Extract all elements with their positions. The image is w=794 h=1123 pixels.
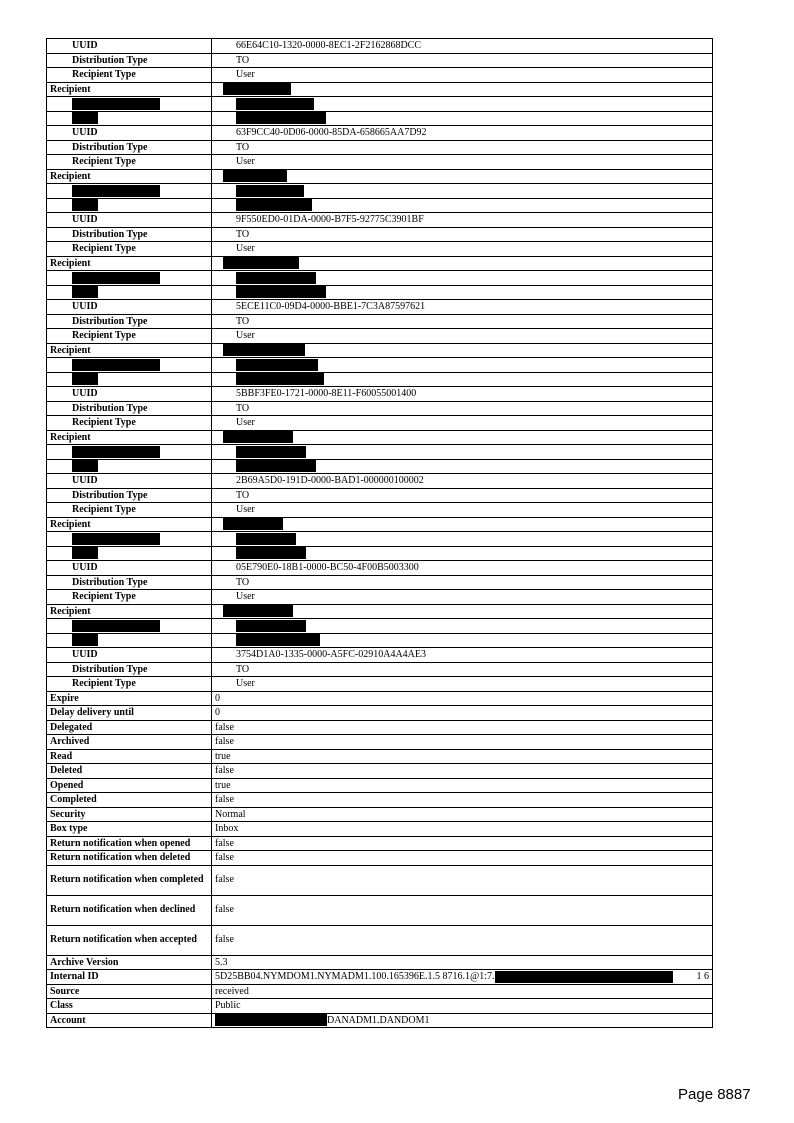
- distribution-type-value: TO: [212, 140, 713, 155]
- redaction-bar: [223, 431, 293, 443]
- recipient-type-row: [47, 416, 713, 431]
- recipient-type-label: Recipient Type: [47, 329, 212, 344]
- uuid-value: 63F9CC40-0D06-0000-85DA-658665AA7D92: [212, 126, 713, 141]
- redaction-bar: [236, 185, 304, 197]
- recipient-detail-value-redacted: [212, 285, 713, 300]
- uuid-row: [47, 39, 713, 54]
- archived-value: false: [212, 735, 713, 750]
- uuid-label: UUID: [47, 474, 212, 489]
- delegated-value: false: [212, 720, 713, 735]
- redaction-bar: [72, 286, 98, 298]
- recipient-header-row: [47, 82, 713, 97]
- distribution-type-value: TO: [212, 488, 713, 503]
- uuid-value: 5BBF3FE0-1721-0000-8E11-F60055001400: [212, 387, 713, 402]
- recipient-label: Recipient: [47, 82, 212, 97]
- redaction-bar: [236, 112, 326, 124]
- redaction-bar: [236, 373, 324, 385]
- source-label: Source: [47, 984, 212, 999]
- recipient-detail-row: [47, 459, 713, 474]
- opened-row: [47, 778, 713, 793]
- redaction-bar: [236, 547, 306, 559]
- recipient-detail-label-redacted: [47, 546, 212, 561]
- recipient-type-row: [47, 68, 713, 83]
- recipient-type-value: User: [212, 677, 713, 692]
- security-value: Normal: [212, 807, 713, 822]
- recipient-detail-label-redacted: [47, 532, 212, 547]
- redaction-bar: [72, 373, 98, 385]
- redaction-bar: [223, 605, 293, 617]
- security-row: [47, 807, 713, 822]
- recipient-type-label: Recipient Type: [47, 503, 212, 518]
- recipient-detail-label-redacted: [47, 358, 212, 373]
- distribution-type-label: Distribution Type: [47, 662, 212, 677]
- redaction-bar: [236, 460, 316, 472]
- box-type-row: [47, 822, 713, 837]
- uuid-label: UUID: [47, 39, 212, 54]
- recipient-header-row: [47, 169, 713, 184]
- class-value: Public: [212, 999, 713, 1014]
- recipient-label: Recipient: [47, 343, 212, 358]
- recipient-detail-row: [47, 358, 713, 373]
- return-notification-when-declined-value: false: [212, 895, 713, 925]
- recipient-detail-row: [47, 372, 713, 387]
- recipient-detail-value-redacted: [212, 372, 713, 387]
- uuid-value: 05E790E0-18B1-0000-BC50-4F00B5003300: [212, 561, 713, 576]
- return-notification-when-opened-value: false: [212, 836, 713, 851]
- recipient-detail-label-redacted: [47, 633, 212, 648]
- uuid-label: UUID: [47, 213, 212, 228]
- uuid-row: [47, 648, 713, 663]
- source-value: received: [212, 984, 713, 999]
- recipient-type-row: [47, 242, 713, 257]
- deleted-label: Deleted: [47, 764, 212, 779]
- recipient-header-row: [47, 430, 713, 445]
- recipient-detail-label-redacted: [47, 111, 212, 126]
- redaction-bar: [236, 620, 306, 632]
- return-notification-when-opened-label: Return notification when opened: [47, 836, 212, 851]
- redaction-bar: [215, 1014, 327, 1026]
- recipient-detail-value-redacted: [212, 532, 713, 547]
- expire-row: [47, 691, 713, 706]
- recipient-detail-row: [47, 111, 713, 126]
- distribution-type-row: [47, 488, 713, 503]
- distribution-type-row: [47, 314, 713, 329]
- distribution-type-label: Distribution Type: [47, 140, 212, 155]
- recipient-type-row: [47, 155, 713, 170]
- recipient-type-label: Recipient Type: [47, 155, 212, 170]
- uuid-row: [47, 561, 713, 576]
- redaction-bar: [72, 359, 160, 371]
- uuid-label: UUID: [47, 648, 212, 663]
- redaction-bar: [72, 533, 160, 545]
- completed-row: [47, 793, 713, 808]
- distribution-type-value: TO: [212, 314, 713, 329]
- uuid-value: 3754D1A0-1335-0000-A5FC-02910A4A4AE3: [212, 648, 713, 663]
- recipient-redacted-name: [212, 82, 713, 97]
- recipient-detail-row: [47, 184, 713, 199]
- recipient-detail-row: [47, 285, 713, 300]
- box-type-value: Inbox: [212, 822, 713, 837]
- uuid-value: 2B69A5D0-191D-0000-BAD1-000000100002: [212, 474, 713, 489]
- distribution-type-row: [47, 140, 713, 155]
- redaction-bar: [72, 272, 160, 284]
- read-label: Read: [47, 749, 212, 764]
- source-row: [47, 984, 713, 999]
- read-row: [47, 749, 713, 764]
- message-properties-table: [46, 38, 713, 1028]
- recipient-type-row: [47, 329, 713, 344]
- expire-value: 0: [212, 691, 713, 706]
- uuid-value: 9F550ED0-01DA-0000-B7F5-92775C3901BF: [212, 213, 713, 228]
- opened-label: Opened: [47, 778, 212, 793]
- distribution-type-label: Distribution Type: [47, 53, 212, 68]
- internal-id-text: 5D25BB04.NYMDOM1.NYMADM1.100.165396E.1.5 8716.1@1:7.: [215, 971, 495, 982]
- recipient-detail-value-redacted: [212, 633, 713, 648]
- recipient-detail-label-redacted: [47, 459, 212, 474]
- uuid-row: [47, 126, 713, 141]
- redaction-bar: [236, 634, 320, 646]
- recipient-type-value: User: [212, 329, 713, 344]
- archive-version-value: 5.3: [212, 955, 713, 970]
- distribution-type-value: TO: [212, 662, 713, 677]
- recipient-type-label: Recipient Type: [47, 68, 212, 83]
- distribution-type-row: [47, 401, 713, 416]
- distribution-type-value: TO: [212, 53, 713, 68]
- distribution-type-value: TO: [212, 227, 713, 242]
- delay-delivery-until-row: [47, 706, 713, 721]
- recipient-type-value: User: [212, 590, 713, 605]
- recipient-detail-value-redacted: [212, 198, 713, 213]
- redaction-bar: [72, 620, 160, 632]
- recipient-type-row: [47, 590, 713, 605]
- redaction-bar: [223, 83, 291, 95]
- redaction-bar: [236, 286, 326, 298]
- uuid-row: [47, 300, 713, 315]
- internal-id-value: [212, 970, 713, 985]
- account-text: DANADM1.DANDOM1: [327, 1014, 430, 1026]
- archive-version-label: Archive Version: [47, 955, 212, 970]
- recipient-detail-value-redacted: [212, 111, 713, 126]
- recipient-detail-row: [47, 97, 713, 112]
- return-notification-when-completed-row: [47, 865, 713, 895]
- account-label: Account: [47, 1013, 212, 1028]
- distribution-type-row: [47, 227, 713, 242]
- redaction-bar: [72, 547, 98, 559]
- recipient-detail-row: [47, 198, 713, 213]
- distribution-type-label: Distribution Type: [47, 575, 212, 590]
- redaction-bar: [72, 460, 98, 472]
- recipient-detail-value-redacted: [212, 97, 713, 112]
- recipient-type-label: Recipient Type: [47, 590, 212, 605]
- recipient-detail-row: [47, 619, 713, 634]
- recipient-detail-value-redacted: [212, 445, 713, 460]
- security-label: Security: [47, 807, 212, 822]
- return-notification-when-completed-value: false: [212, 865, 713, 895]
- distribution-type-label: Distribution Type: [47, 314, 212, 329]
- recipient-detail-row: [47, 532, 713, 547]
- uuid-label: UUID: [47, 561, 212, 576]
- return-notification-when-opened-row: [47, 836, 713, 851]
- return-notification-when-accepted-row: [47, 925, 713, 955]
- recipient-header-row: [47, 517, 713, 532]
- delegated-row: [47, 720, 713, 735]
- class-label: Class: [47, 999, 212, 1014]
- recipient-redacted-name: [212, 343, 713, 358]
- return-notification-when-accepted-label: Return notification when accepted: [47, 925, 212, 955]
- completed-label: Completed: [47, 793, 212, 808]
- recipient-detail-value-redacted: [212, 184, 713, 199]
- deleted-value: false: [212, 764, 713, 779]
- return-notification-when-declined-label: Return notification when declined: [47, 895, 212, 925]
- completed-value: false: [212, 793, 713, 808]
- internal-id-label: Internal ID: [47, 970, 212, 985]
- distribution-type-row: [47, 53, 713, 68]
- recipient-header-row: [47, 256, 713, 271]
- recipient-header-row: [47, 343, 713, 358]
- recipient-type-value: User: [212, 68, 713, 83]
- redaction-bar: [236, 98, 314, 110]
- redaction-bar: [236, 272, 316, 284]
- recipient-detail-value-redacted: [212, 459, 713, 474]
- redaction-bar: [223, 518, 283, 530]
- box-type-label: Box type: [47, 822, 212, 837]
- recipient-detail-label-redacted: [47, 271, 212, 286]
- recipient-type-value: User: [212, 155, 713, 170]
- uuid-row: [47, 474, 713, 489]
- recipient-type-value: User: [212, 242, 713, 257]
- uuid-row: [47, 387, 713, 402]
- distribution-type-row: [47, 662, 713, 677]
- recipient-detail-row: [47, 546, 713, 561]
- opened-value: true: [212, 778, 713, 793]
- expire-label: Expire: [47, 691, 212, 706]
- redaction-bar: [223, 344, 305, 356]
- account-value: [212, 1013, 713, 1028]
- return-notification-when-accepted-value: false: [212, 925, 713, 955]
- redaction-bar: [236, 533, 296, 545]
- distribution-type-label: Distribution Type: [47, 227, 212, 242]
- recipient-type-row: [47, 677, 713, 692]
- redaction-bar: [223, 257, 299, 269]
- archived-row: [47, 735, 713, 750]
- class-row: [47, 999, 713, 1014]
- archive-version-row: [47, 955, 713, 970]
- recipient-detail-label-redacted: [47, 97, 212, 112]
- recipient-detail-value-redacted: [212, 546, 713, 561]
- recipient-detail-label-redacted: [47, 184, 212, 199]
- redaction-bar: [72, 634, 98, 646]
- recipient-redacted-name: [212, 169, 713, 184]
- recipient-label: Recipient: [47, 430, 212, 445]
- uuid-label: UUID: [47, 387, 212, 402]
- redaction-bar: [236, 359, 318, 371]
- recipient-label: Recipient: [47, 604, 212, 619]
- distribution-type-label: Distribution Type: [47, 488, 212, 503]
- redaction-bar: [72, 112, 98, 124]
- uuid-value: 5ECE11C0-09D4-0000-BBE1-7C3A87597621: [212, 300, 713, 315]
- return-notification-when-declined-row: [47, 895, 713, 925]
- deleted-row: [47, 764, 713, 779]
- recipient-label: Recipient: [47, 169, 212, 184]
- read-value: true: [212, 749, 713, 764]
- recipient-detail-label-redacted: [47, 372, 212, 387]
- uuid-row: [47, 213, 713, 228]
- recipient-type-label: Recipient Type: [47, 416, 212, 431]
- redaction-bar: [72, 199, 98, 211]
- recipient-detail-value-redacted: [212, 619, 713, 634]
- recipient-detail-row: [47, 271, 713, 286]
- distribution-type-row: [47, 575, 713, 590]
- uuid-label: UUID: [47, 126, 212, 141]
- redaction-bar: [72, 446, 160, 458]
- recipient-detail-label-redacted: [47, 198, 212, 213]
- archived-label: Archived: [47, 735, 212, 750]
- recipient-redacted-name: [212, 517, 713, 532]
- distribution-type-value: TO: [212, 401, 713, 416]
- delegated-label: Delegated: [47, 720, 212, 735]
- recipient-header-row: [47, 604, 713, 619]
- return-notification-when-completed-label: Return notification when completed: [47, 865, 212, 895]
- redaction-bar: [236, 446, 306, 458]
- return-notification-when-deleted-label: Return notification when deleted: [47, 851, 212, 866]
- recipient-type-row: [47, 503, 713, 518]
- recipient-label: Recipient: [47, 256, 212, 271]
- recipient-redacted-name: [212, 430, 713, 445]
- return-notification-when-deleted-value: false: [212, 851, 713, 866]
- recipient-detail-label-redacted: [47, 619, 212, 634]
- internal-id-row: [47, 970, 713, 985]
- distribution-type-value: TO: [212, 575, 713, 590]
- recipient-detail-label-redacted: [47, 445, 212, 460]
- redaction-bar: [236, 199, 312, 211]
- recipient-redacted-name: [212, 604, 713, 619]
- recipient-type-value: User: [212, 416, 713, 431]
- recipient-type-label: Recipient Type: [47, 242, 212, 257]
- uuid-value: 66E64C10-1320-0000-8EC1-2F2162868DCC: [212, 39, 713, 54]
- recipient-detail-value-redacted: [212, 358, 713, 373]
- delay-delivery-until-value: 0: [212, 706, 713, 721]
- recipient-detail-value-redacted: [212, 271, 713, 286]
- recipient-type-value: User: [212, 503, 713, 518]
- account-row: [47, 1013, 713, 1028]
- recipient-detail-row: [47, 633, 713, 648]
- recipient-type-label: Recipient Type: [47, 677, 212, 692]
- distribution-type-label: Distribution Type: [47, 401, 212, 416]
- page-number: Page 8887: [678, 1086, 751, 1103]
- delay-delivery-until-label: Delay delivery until: [47, 706, 212, 721]
- recipient-redacted-name: [212, 256, 713, 271]
- redaction-bar: [72, 185, 160, 197]
- internal-id-suffix: 1 6: [696, 971, 709, 982]
- return-notification-when-deleted-row: [47, 851, 713, 866]
- redaction-bar: [495, 971, 673, 983]
- recipient-label: Recipient: [47, 517, 212, 532]
- recipient-detail-label-redacted: [47, 285, 212, 300]
- recipient-detail-row: [47, 445, 713, 460]
- redaction-bar: [223, 170, 287, 182]
- redaction-bar: [72, 98, 160, 110]
- uuid-label: UUID: [47, 300, 212, 315]
